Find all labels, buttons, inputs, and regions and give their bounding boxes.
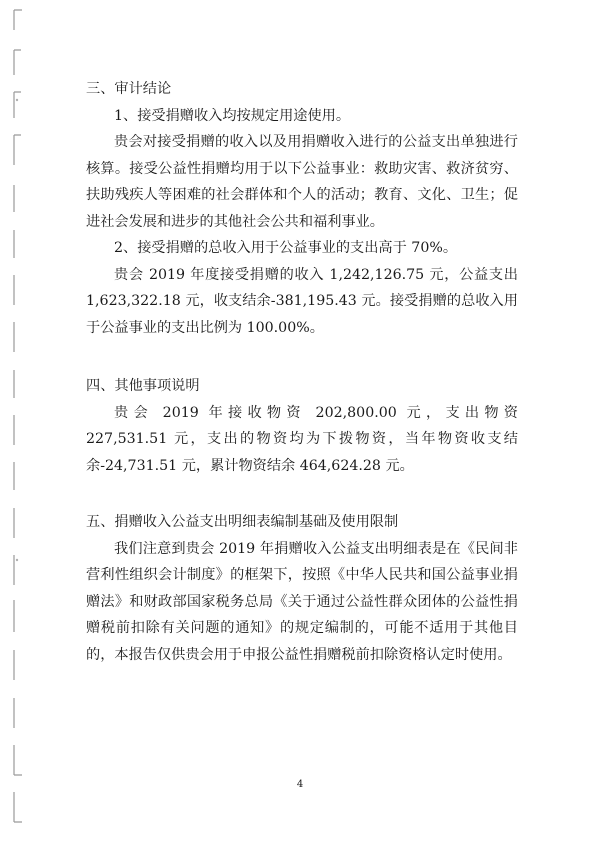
section-4-paragraph-materials: 贵会 2019 年接收物资 202,800.00 元，支出物资 227,531.51 元，支出的物资均为下拨物资，当年物资收支结余-24,731.51 元，累计物资结余 464,624.28 元。 bbox=[86, 404, 518, 474]
section-4-heading: 四、其他事项说明 bbox=[86, 378, 200, 394]
section-3-item-2: 2、接受捐赠的总收入用于公益事业的支出高于 70%。 bbox=[114, 240, 458, 256]
section-3-paragraph-accounting: 贵会对接受捐赠的收入以及用捐赠收入进行的公益支出单独进行核算。接受公益性捐赠均用于以下公益事业：救助灾害、救济贫穷、扶助残疾人等困难的社会群体和个人的活动；教育、文化、卫生；促进社会发展和进步的其他社会公共和福利事业。 bbox=[86, 134, 518, 230]
binding-margin-marks bbox=[0, 0, 30, 849]
section-3-paragraph-figures: 贵会 2019 年度接受捐赠的收入 1,242,126.75 元，公益支出 1,623,322.18 元，收支结余-381,195.43 元。接受捐赠的总收入用于公益事业的支出比例为 100.00%。 bbox=[86, 266, 518, 336]
page-number: 4 bbox=[296, 779, 304, 790]
section-3-item-1: 1、接受捐赠收入均按规定用途使用。 bbox=[114, 107, 351, 124]
section-5-heading: 五、捐赠收入公益支出明细表编制基础及使用限制 bbox=[86, 514, 399, 530]
report-body bbox=[86, 76, 518, 668]
section-5-paragraph-limitations: 我们注意到贵会 2019 年捐赠收入公益支出明细表是在《民间非营利性组织会计制度》的框架下，按照《中华人民共和国公益事业捐赠法》和财政部国家税务总局《关于通过公益性群众团体的公益性捐赠税前扣除有关问题的通知》的规定编制的，可能不适用于其他目的，本报告仅供贵会用于申报公益性捐赠税前扣除资格认定时使用。 bbox=[86, 540, 518, 663]
section-3-heading: 三、审计结论 bbox=[86, 81, 172, 97]
